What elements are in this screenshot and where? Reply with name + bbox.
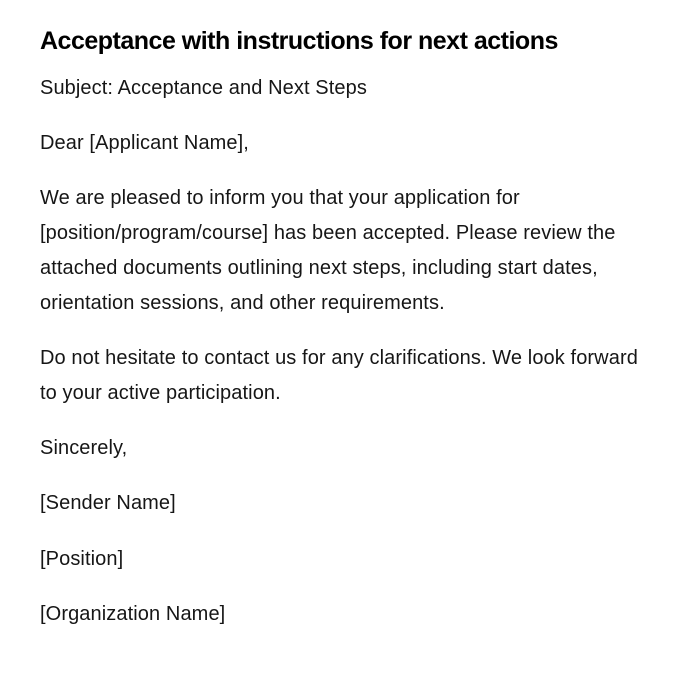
greeting: Dear [Applicant Name],	[40, 132, 249, 154]
subject-line: Subject: Acceptance and Next Steps	[40, 77, 367, 99]
body-paragraph-1: We are pleased to inform you that your application for [position/program/course] has been accepted. Please review the attached documents outlining next steps, including start dates, orientation sessions, and other requirements.	[40, 187, 616, 314]
document-title: Acceptance with instructions for next actions	[40, 27, 558, 55]
closing: Sincerely,	[40, 437, 128, 459]
sender-position: [Position]	[40, 548, 124, 570]
body-paragraph-2: Do not hesitate to contact us for any clarifications. We look forward to your active participation.	[40, 347, 638, 404]
organization-name: [Organization Name]	[40, 603, 226, 625]
sender-name: [Sender Name]	[40, 492, 176, 514]
